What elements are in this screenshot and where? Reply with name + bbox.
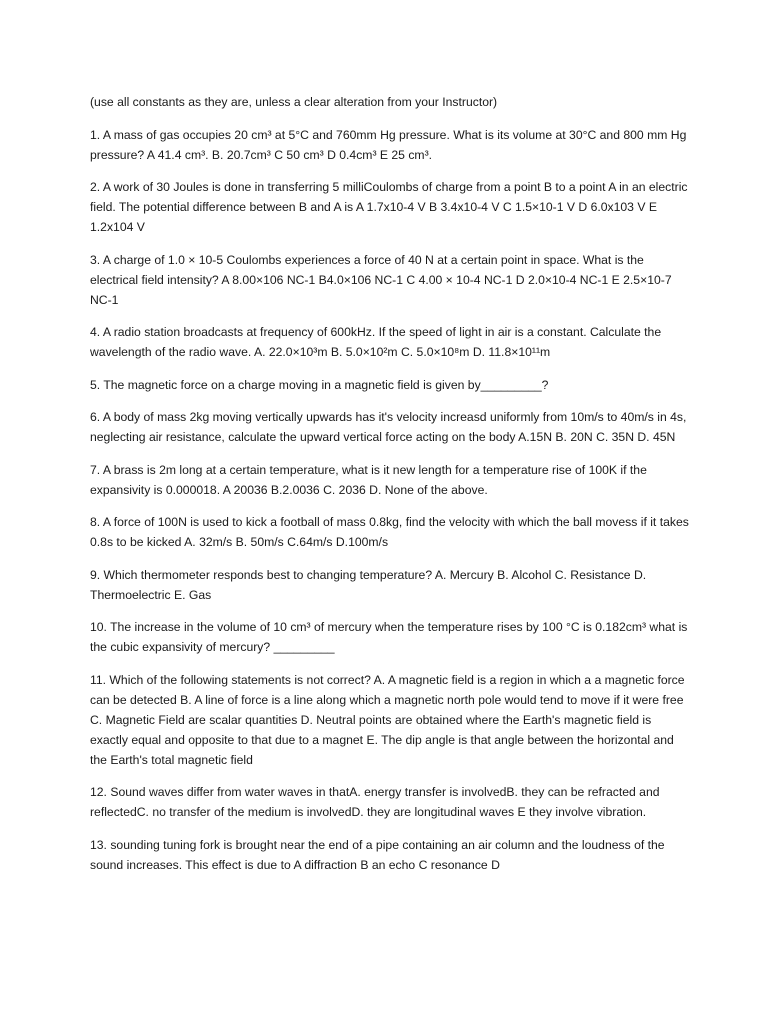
question-12: 12. Sound waves differ from water waves in thatA. energy transfer is involvedB. they can be refracted and reflectedC. no transfer of the medium is involvedD. they are longitudinal waves E they involve vibration. [90, 785, 660, 819]
question-7: 7. A brass is 2m long at a certain temperature, what is it new length for a temperature rise of 100K if the expansivity is 0.000018. A 20036 B.2.0036 C. 2036 D. None of the above. [90, 462, 647, 497]
question-6: 6. A body of mass 2kg moving vertically upwards has it's velocity increasd uniformly from 10m/s to 40m/s in 4s, neglecting air resistance, calculate the upward vertical force acting on the body A.15N B. 20N C. 35N D. 45N [90, 410, 687, 444]
question-5: 5. The magnetic force on a charge moving in a magnetic field is given by_________? [90, 377, 549, 392]
document-page [90, 92, 690, 887]
question-9: 9. Which thermometer responds best to changing temperature? A. Mercury B. Alcohol C. Resistance D. Thermoelectric E. Gas [90, 567, 647, 602]
instruction-text: (use all constants as they are, unless a clear alteration from your Instructor) [90, 95, 498, 109]
question-8: 8. A force of 100N is used to kick a football of mass 0.8kg, find the velocity with which the ball movess if it takes 0.8s to be kicked A. 32m/s B. 50m/s C.64m/s D.100m/s [90, 515, 689, 549]
question-4: 4. A radio station broadcasts at frequency of 600kHz. If the speed of light in air is a constant. Calculate the wavelength of the radio wave. A. 22.0×10³m B. 5.0×10²m C. 5.0×10⁸m D. 11.8×10¹¹m [90, 325, 662, 359]
question-10: 10. The increase in the volume of 10 cm³ of mercury when the temperature rises by 100 °C is 0.182cm³ what is the cubic expansivity of mercury? _________ [90, 620, 688, 654]
question-1: 1. A mass of gas occupies 20 cm³ at 5°C and 760mm Hg pressure. What is its volume at 30°C and 800 mm Hg pressure? A 41.4 cm³. B. 20.7cm³ C 50 cm³ D 0.4cm³ E 25 cm³. [90, 127, 687, 162]
question-3: 3. A charge of 1.0 × 10-5 Coulombs experiences a force of 40 N at a certain point in space. What is the electrical field intensity? A 8.00×106 NC-1 B4.0×106 NC-1 C 4.00 × 10-4 NC-1 D 2.0×10-4 NC-1 E 2.5×10-7 NC-1 [90, 252, 672, 307]
question-2: 2. A work of 30 Joules is done in transferring 5 milliCoulombs of charge from a point B to a point A in an electric field. The potential difference between B and A is A 1.7x10-4 V B 3.4x10-4 V C 1.5×10-1 V D 6.0x103 V E 1.2x104 V [90, 180, 688, 234]
question-11: 11. Which of the following statements is not correct? A. A magnetic field is a region in which a a magnetic force can be detected B. A line of force is a line along which a magnetic north pole would tend to move if it were free C. Magnetic Field are scalar quantities D. Neutral points are obtained where the Earth's magnetic field is exactly equal and opposite to that due to a magnet E. The dip angle is that angle between the horizontal and the Earth's total magnetic field [90, 672, 685, 767]
question-13: 13. sounding tuning fork is brought near the end of a pipe containing an air column and the loudness of the sound increases. This effect is due to A diffraction B an echo C resonance D [90, 837, 665, 872]
